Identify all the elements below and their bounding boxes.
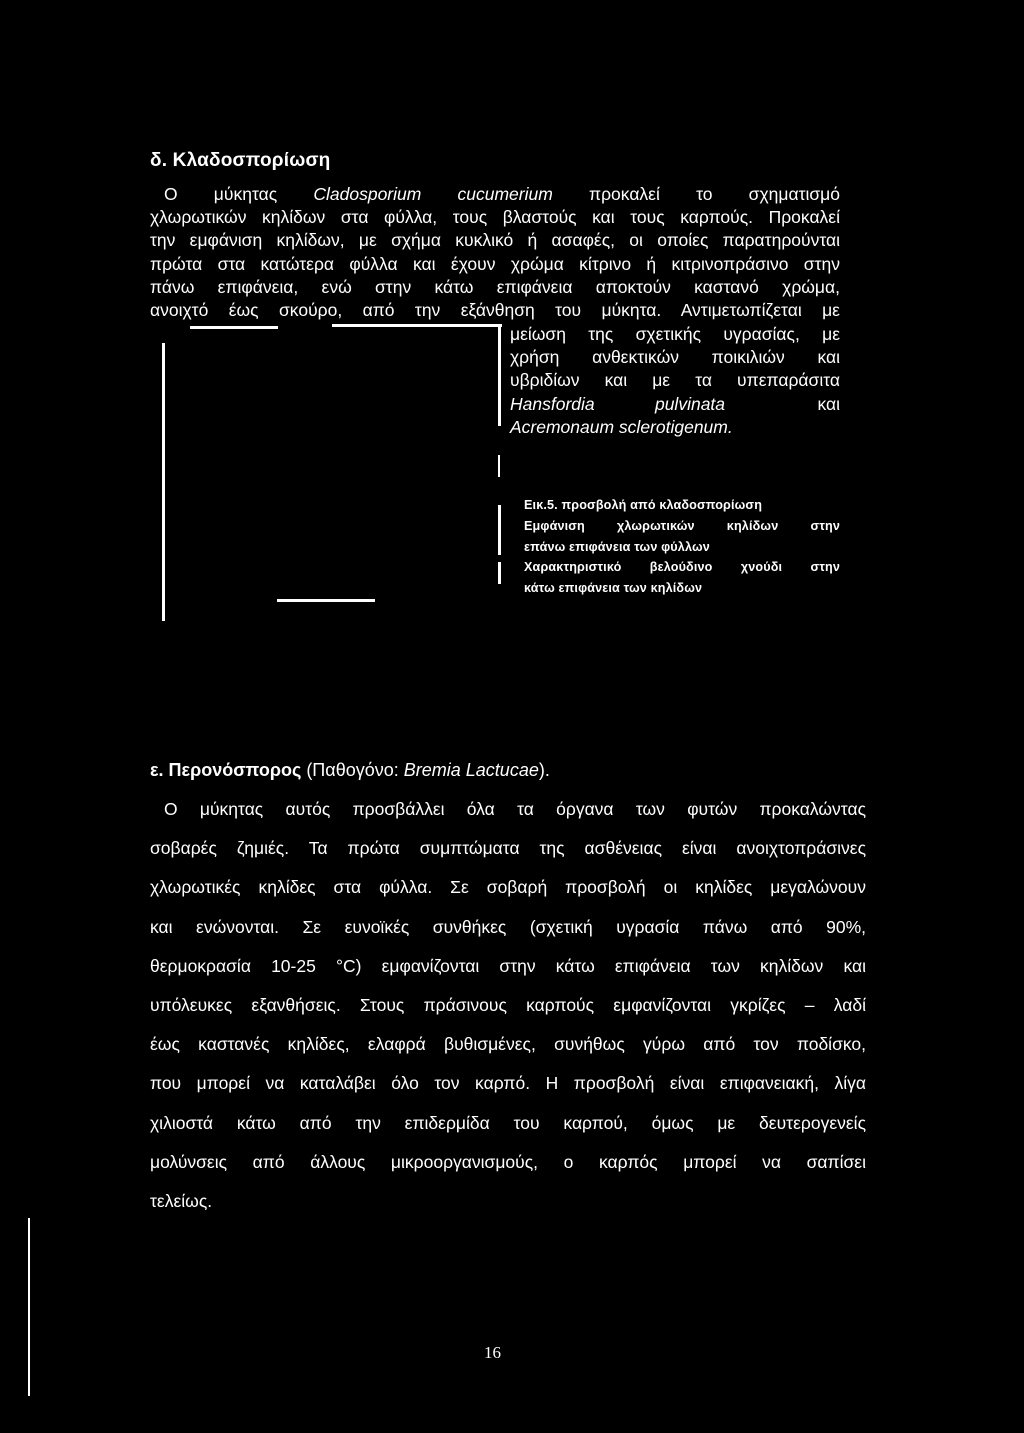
heading-letter: ε.	[150, 760, 169, 780]
paragraph-line: Ο μύκητας αυτός προσβάλλει όλα τα όργανα των φυτών προκαλώντας	[164, 799, 866, 819]
figure-frame-line	[162, 343, 165, 621]
paragraph-line: και ενώνονται. Σε ευνοϊκές συνθήκες (σχετική υγρασία πάνω από 90%,	[150, 916, 866, 937]
text-run: προκαλεί το σχηματισμό	[552, 184, 840, 204]
paragraph-line: πρώτα στα κατώτερα φύλλα και έχουν χρώμα κίτρινο ή κιτρινοπράσινο στην	[150, 254, 840, 274]
caption-line: Χαρακτηριστικό βελούδινο χνούδι στην	[524, 560, 840, 575]
paragraph-line: σοβαρές ζημιές. Τα πρώτα συμπτώματα της ασθένειας είναι ανοιχτοπράσινες	[150, 838, 866, 859]
paragraph-line: που μπορεί να καταλάβει όλο τον καρπό. Η προσβολή είναι επιφανειακή, λίγα	[150, 1073, 866, 1094]
paragraph-line	[150, 183, 840, 206]
paragraph-line: πάνω επιφάνεια, ενώ στην κάτω επιφάνεια αποκτούν καστανό χρώμα,	[150, 277, 840, 297]
figure-frame-line	[498, 326, 501, 426]
page-number: 16	[484, 1343, 501, 1362]
species-genus: Hansfordia	[510, 393, 595, 414]
paragraph-line: έως καστανές κηλίδες, ελαφρά βυθισμένες, συνήθως γύρω από τον ποδίσκο,	[150, 1034, 866, 1055]
paragraph-line: χρήση ανθεκτικών ποικιλιών και	[510, 347, 840, 368]
species-line	[510, 393, 840, 416]
paragraph-line: μολύνσεις από άλλους μικροοργανισμούς, ο καρπός μπορεί να σαπίσει	[150, 1151, 866, 1172]
paragraph-line: ανοιχτό έως σκούρο, από την εξάνθηση του μύκητα. Αντιμετωπίζεται με	[150, 300, 840, 320]
paragraph-line: χλωρωτικές κηλίδες στα φύλλα. Σε σοβαρή προσβολή οι κηλίδες μεγαλώνουν	[150, 877, 866, 898]
conjunction: και	[817, 393, 840, 414]
paragraph-line: τελείως.	[150, 1190, 213, 1211]
caption-line: κάτω επιφάνεια των κηλίδων	[524, 581, 703, 596]
heading-title: Περονόσπορος	[168, 760, 302, 780]
paragraph-line: θερμοκρασία 10-25 °C) εμφανίζονται στην κάτω επιφάνεια των κηλίδων και	[150, 955, 866, 976]
paragraph-line: την εμφάνιση κηλίδων, με σχήμα κυκλικό ή ασαφές, οι οποίες παρατηρούνται	[150, 230, 840, 250]
species-name: Cladosporium cucumerium	[313, 184, 553, 204]
text-run: Ο μύκητας	[164, 184, 314, 204]
pathogen-name: Bremia Lactucae	[403, 760, 539, 780]
heading-paren-close: ).	[538, 760, 550, 780]
figure-frame-line	[332, 324, 502, 327]
caption-line: Εικ.5. προσβολή από κλαδοσπορίωση	[524, 498, 763, 512]
species-epithet: pulvinata	[654, 393, 726, 414]
figure-frame-line	[498, 505, 501, 555]
wrapped-paragraph	[510, 323, 840, 439]
paragraph-line: χιλιοστά κάτω από την επιδερμίδα του καρπού, όμως με δευτερογενείς	[150, 1112, 866, 1133]
figure-frame-line	[498, 455, 500, 477]
paragraph-line: υπόλευκες εξανθήσεις. Στους πράσινους καρπούς εμφανίζονται γκρίζες – λαδί	[150, 994, 866, 1015]
paragraph-downy-mildew	[150, 790, 866, 1221]
paragraph-line: χλωρωτικών κηλίδων στα φύλλα, τους βλαστούς και τους καρπούς. Προκαλεί	[150, 207, 840, 227]
paragraph-line: υβριδίων και με τα υπεπαράσιτα	[510, 370, 840, 391]
caption-line: Εμφάνιση χλωρωτικών κηλίδων στην	[524, 518, 840, 533]
figure-frame-line	[277, 599, 375, 602]
caption-line: επάνω επιφάνεια των φύλλων	[524, 539, 710, 554]
heading-paren-open: (Παθογόνο:	[301, 760, 404, 780]
margin-rule	[28, 1218, 30, 1396]
paragraph-line: μείωση της σχετικής υγρασίας, με	[510, 324, 840, 344]
section-heading-cladosporium: δ. Κλαδοσπορίωση	[150, 150, 331, 171]
species-line: Acremonaum sclerotigenum.	[510, 416, 733, 437]
figure-frame-line	[190, 326, 278, 329]
figure-caption	[524, 495, 840, 599]
section-heading-downy-mildew	[150, 760, 550, 781]
figure-frame-line	[498, 562, 501, 584]
